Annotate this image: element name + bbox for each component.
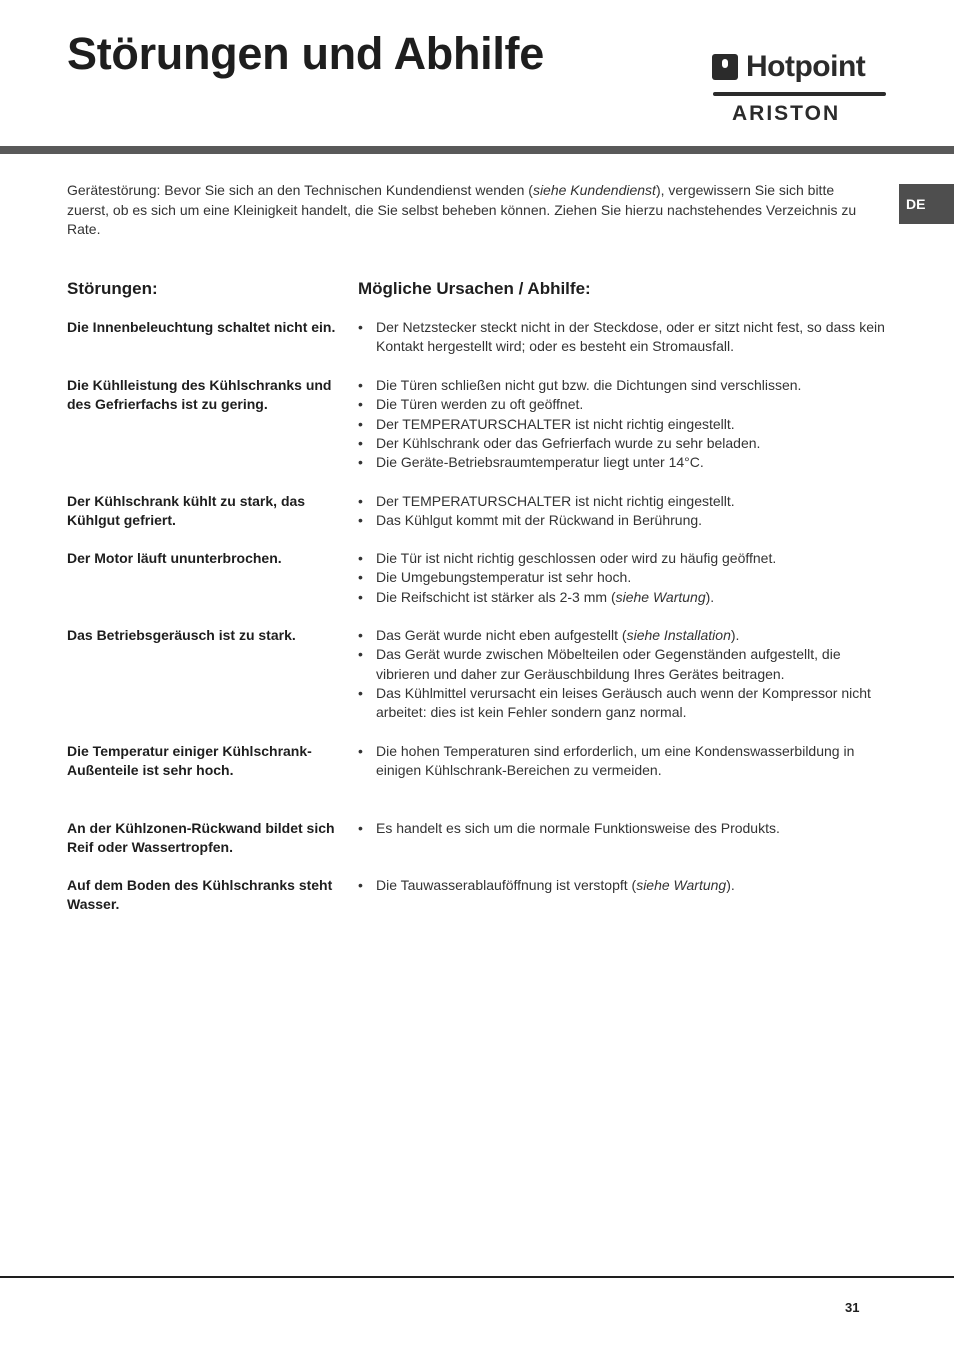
cause-text: Der Kühlschrank oder das Gefrierfach wurde zu sehr beladen. (376, 434, 761, 451)
cause-list (358, 626, 888, 722)
column-heading-problems: Störungen: (67, 279, 158, 298)
cause-item (358, 876, 888, 895)
cause-text: Das Gerät wurde nicht eben aufgestellt ( (376, 627, 627, 643)
cause-item (358, 588, 888, 607)
cause-item (358, 492, 888, 511)
problem-text: Das Betriebsgeräusch ist zu stark. (67, 627, 296, 643)
problem-text: Auf dem Boden des Kühlschranks steht Wasser. (67, 877, 333, 913)
cause-item (358, 626, 888, 645)
cause-item (358, 645, 888, 684)
intro-paragraph (67, 181, 877, 240)
cause-item (358, 568, 888, 587)
cause-item (358, 453, 888, 472)
intro-text-end: ), vergewissern Sie sich bitte zuerst, ob es sich um eine Kleinigkeit handelt, die Sie selbst beheben können. Ziehen Sie hierzu nachstehendes Verzeichnis zu Rate. (67, 182, 857, 237)
cause-list (358, 742, 888, 781)
problem-text: Der Kühlschrank kühlt zu stark, das Kühlgut gefriert. (67, 493, 306, 529)
cause-reference: siehe Installation (626, 627, 731, 643)
hotpoint-logo-icon (712, 54, 738, 80)
cause-item (358, 376, 888, 395)
cause-list (358, 876, 888, 895)
cause-text: Es handelt es sich um die normale Funktionsweise des Produkts. (376, 820, 780, 836)
cause-text: Das Gerät wurde zwischen Möbelteilen oder Gegenständen aufgestellt, die vibrieren und daher zur Geräuschbildung Ihres Gerätes beitragen. (376, 646, 841, 682)
cause-item (358, 415, 888, 434)
cause-item (358, 549, 888, 568)
cause-item (358, 434, 888, 453)
problem-text: Die Kühlleistung des Kühlschranks und des Gefrierfachs ist zu gering. (67, 377, 332, 413)
cause-text-end: ). (726, 877, 735, 893)
cause-text: Die Türen werden zu oft geöffnet. (376, 396, 584, 413)
logo-name: Hotpoint (746, 50, 866, 83)
cause-item (358, 684, 888, 723)
cause-text: Die Tür ist nicht richtig geschlossen oder wird zu häufig geöffnet. (376, 550, 777, 566)
cause-item (358, 395, 888, 414)
page-number: 31 (845, 1300, 860, 1315)
cause-text: Der Netzstecker steckt nicht in der Steckdose, oder er sitzt nicht fest, so dass kein Kontakt hergestellt wird; oder es besteht ein Stromausfall. (376, 319, 885, 355)
cause-text: Die Türen schließen nicht gut bzw. die Dichtungen sind verschlissen. (376, 377, 802, 393)
cause-item (358, 742, 888, 781)
brand-logo (712, 52, 888, 126)
cause-reference: siehe Wartung (636, 877, 727, 893)
cause-item (358, 511, 888, 530)
cause-list (358, 318, 888, 357)
cause-text: Das Kühlmittel verursacht ein leises Geräusch auch wenn der Kompressor nicht arbeitet: dies ist kein Fehler sondern ganz normal. (376, 684, 871, 721)
cause-list (358, 819, 888, 838)
logo-subbrand: ARISTON (732, 102, 841, 125)
cause-text: Die hohen Temperaturen sind erforderlich, um eine Kondenswasserbildung in einigen Kühlschrank-Bereichen zu vermeiden. (376, 743, 855, 779)
cause-text: Die Geräte-Betriebsraumtemperatur liegt unter 14°C. (376, 454, 704, 471)
language-tab: DE (899, 184, 954, 224)
column-heading-causes: Mögliche Ursachen / Abhilfe: (358, 279, 591, 298)
intro-reference: siehe Kundendienst (532, 182, 656, 198)
header-divider (0, 146, 954, 154)
cause-text-end: ). (730, 627, 740, 643)
cause-text: Die Tauwasserablauföffnung ist verstopft ( (376, 877, 637, 893)
cause-text: Der TEMPERATURSCHALTER ist nicht richtig eingestellt. (376, 415, 735, 432)
cause-item (358, 819, 888, 838)
page-title: Störungen und Abhilfe (67, 28, 544, 79)
footer-divider (0, 1276, 954, 1278)
cause-item (358, 318, 888, 357)
intro-text: Gerätestörung: Bevor Sie sich an den Technischen Kundendienst wenden ( (67, 182, 533, 198)
problem-text: An der Kühlzonen-Rückwand bildet sich Reif oder Wassertropfen. (67, 820, 335, 856)
cause-text: Die Reifschicht ist stärker als 2-3 mm ( (376, 588, 616, 605)
cause-text-end: ). (705, 588, 715, 605)
cause-reference: siehe Wartung (615, 588, 706, 605)
cause-list (358, 492, 888, 531)
cause-text: Der TEMPERATURSCHALTER ist nicht richtig eingestellt. (376, 493, 735, 509)
cause-text: Das Kühlgut kommt mit der Rückwand in Berührung. (376, 512, 703, 529)
cause-list (358, 376, 888, 472)
problem-text: Die Innenbeleuchtung schaltet nicht ein. (67, 319, 336, 335)
logo-divider (713, 92, 886, 96)
cause-list (358, 549, 888, 607)
problem-text: Der Motor läuft ununterbrochen. (67, 550, 282, 566)
problem-text: Die Temperatur einiger Kühlschrank-Außenteile ist sehr hoch. (67, 743, 312, 779)
cause-text: Die Umgebungstemperatur ist sehr hoch. (376, 569, 632, 586)
